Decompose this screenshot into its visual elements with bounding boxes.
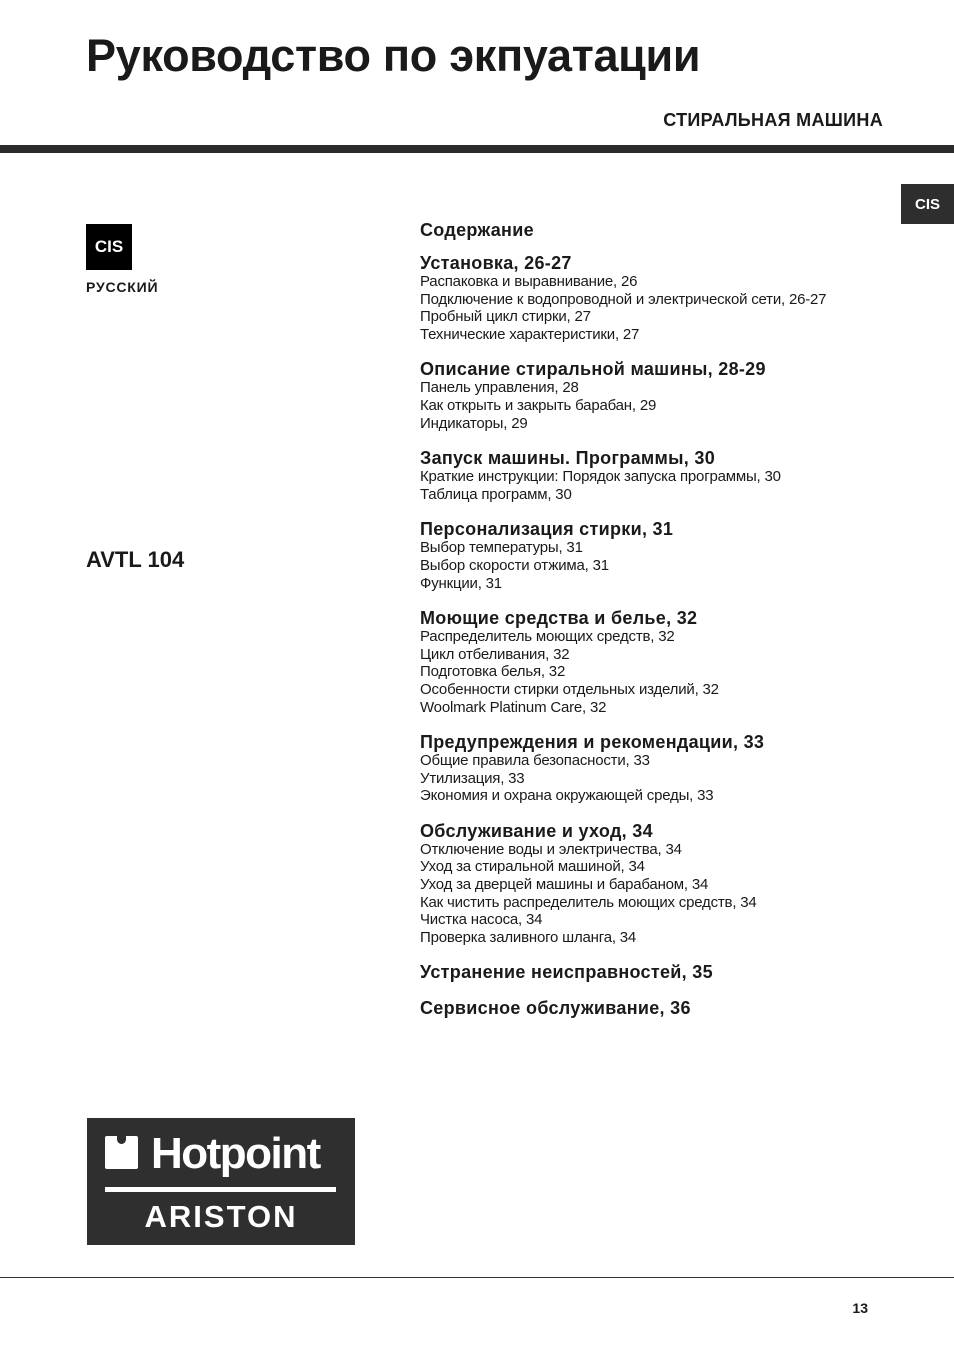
toc-section-title: Персонализация стирки, 31 [420, 519, 674, 540]
toc-sections [420, 253, 920, 1018]
toc-section-title: Описание стиральной машины, 28-29 [420, 359, 766, 380]
toc-item: Подготовка белья, 32 [420, 663, 566, 681]
toc-item: Цикл отбеливания, 32 [420, 645, 570, 663]
toc-section [420, 608, 920, 716]
toc-item: Выбор температуры, 31 [420, 539, 583, 557]
toc-section [420, 998, 920, 1018]
logo-brand-text: Hotpoint [151, 1129, 320, 1178]
toc-item: Подключение к водопроводной и электрической сети, 26-27 [420, 290, 827, 308]
toc-item: Краткие инструкции: Порядок запуска программы, 30 [420, 468, 781, 486]
toc-section [420, 448, 920, 503]
toc-item: Утилизация, 33 [420, 769, 525, 787]
toc-item: Индикаторы, 29 [420, 414, 528, 432]
page-subtitle: СТИРАЛЬНАЯ МАШИНА [663, 110, 883, 130]
toc-item: Экономия и охрана окружающей среды, 33 [420, 787, 714, 805]
toc-item: Особенности стирки отдельных изделий, 32 [420, 680, 719, 698]
toc-section [420, 962, 920, 982]
toc-item: Уход за стиральной машиной, 34 [420, 858, 645, 876]
toc-item: Общие правила безопасности, 33 [420, 752, 650, 770]
language-label: РУССКИЙ [86, 279, 159, 295]
toc-item: Пробный цикл стирки, 27 [420, 308, 591, 326]
toc-section-title: Обслуживание и уход, 34 [420, 820, 653, 841]
toc-section-title: Моющие средства и белье, 32 [420, 608, 698, 629]
toc-item: Функции, 31 [420, 574, 502, 592]
language-badge: CIS [86, 224, 132, 270]
toc-heading: Содержание [420, 220, 534, 240]
header-divider [0, 145, 954, 153]
toc-item: Распаковка и выравнивание, 26 [420, 273, 638, 290]
toc-section-title: Установка, 26-27 [420, 253, 572, 273]
table-of-contents [420, 219, 920, 1034]
page-title: Руководство по экпуатации [86, 30, 701, 81]
toc-section-title: Устранение неисправностей, 35 [420, 962, 713, 983]
toc-item: Технические характеристики, 27 [420, 325, 640, 343]
side-language-tab: CIS [901, 184, 954, 224]
toc-item: Чистка насоса, 34 [420, 911, 543, 929]
toc-item: Уход за дверцей машины и барабаном, 34 [420, 876, 709, 894]
toc-section [420, 732, 920, 805]
toc-item: Проверка заливного шланга, 34 [420, 928, 637, 946]
logo-divider [105, 1187, 336, 1192]
toc-item: Выбор скорости отжима, 31 [420, 556, 609, 574]
toc-item: Woolmark Platinum Care, 32 [420, 698, 607, 716]
toc-item: Отключение воды и электричества, 34 [420, 840, 682, 858]
toc-section-title: Предупреждения и рекомендации, 33 [420, 732, 765, 753]
toc-item: Как открыть и закрыть барабан, 29 [420, 396, 657, 414]
toc-item: Таблица программ, 30 [420, 485, 572, 503]
toc-section [420, 359, 920, 432]
brand-logo [87, 1118, 355, 1245]
logo-mark-icon [105, 1136, 138, 1169]
toc-item: Как чистить распределитель моющих средств, 34 [420, 893, 757, 911]
toc-item: Распределитель моющих средств, 32 [420, 628, 675, 646]
toc-section-title: Сервисное обслуживание, 36 [420, 998, 691, 1019]
toc-section [420, 253, 920, 343]
toc-section [420, 821, 920, 947]
page-number: 13 [852, 1300, 868, 1316]
toc-section-title: Запуск машины. Программы, 30 [420, 448, 716, 469]
logo-sub-text: ARISTON [144, 1199, 298, 1234]
footer-divider [0, 1277, 954, 1278]
model-name: AVTL 104 [86, 547, 185, 572]
toc-section [420, 519, 920, 592]
toc-item: Панель управления, 28 [420, 379, 579, 397]
